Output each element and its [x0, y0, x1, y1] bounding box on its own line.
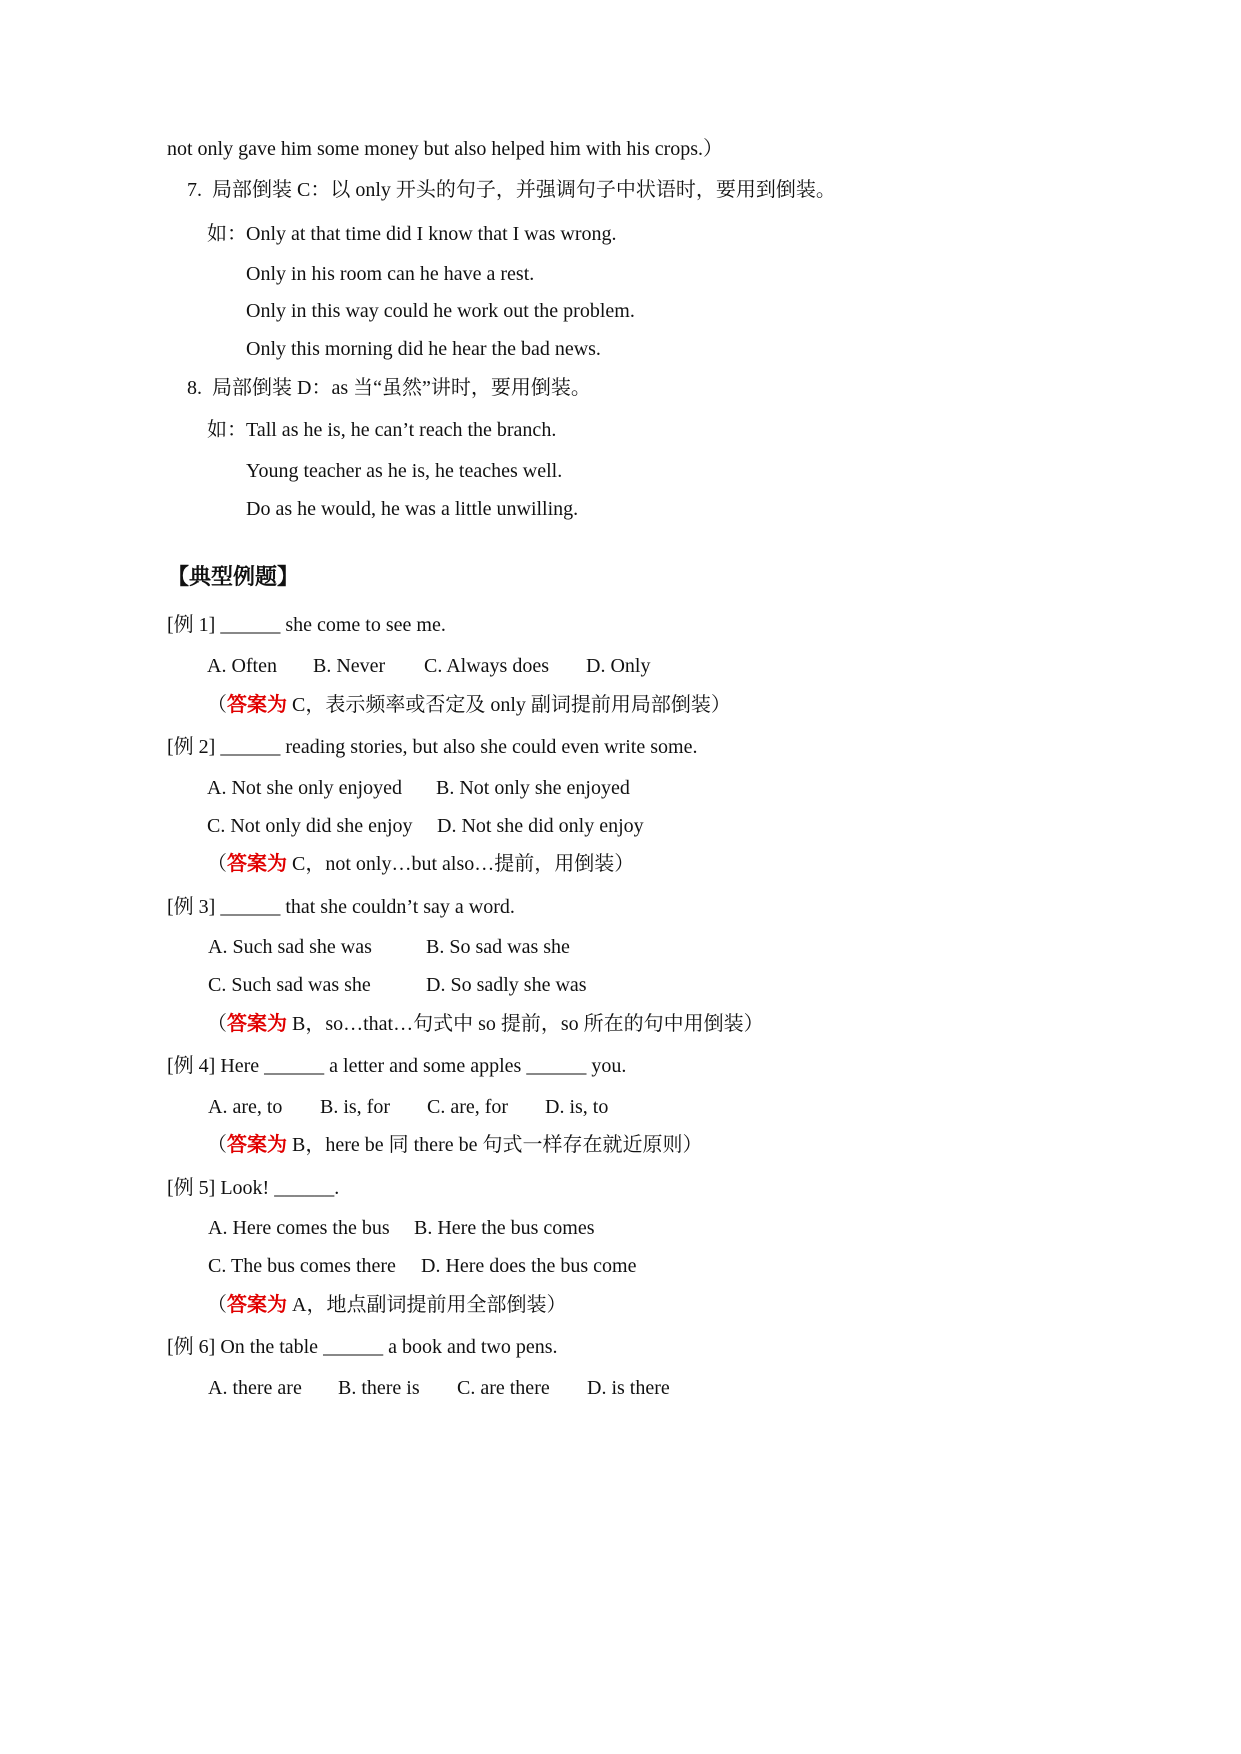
example-3-question: [例 3] ______ that she couldn’t say a word.: [167, 896, 515, 918]
example-1-option-b: B. Never: [313, 655, 386, 677]
answer-label: 答案为: [227, 694, 287, 716]
rule-8-example-3: Do as he would, he was a little unwilling.: [246, 498, 579, 520]
example-5-answer: （答案为 A，地点副词提前用全部倒装）: [207, 1294, 567, 1316]
example-6-option-c: C. are there: [457, 1377, 550, 1399]
rule-7-title: 7. 局部倒装 C：以 only 开头的句子，并强调句子中状语时，要用到倒装。: [187, 179, 836, 201]
rule-8-example-2: Young teacher as he is, he teaches well.: [246, 460, 563, 482]
example-2-option-d: D. Not she did only enjoy: [437, 815, 644, 837]
answer-label: 答案为: [227, 853, 287, 875]
rule-8-prefix: 如：: [207, 419, 247, 441]
example-6-question: [例 6] On the table ______ a book and two pens.: [167, 1336, 558, 1358]
example-5-question: [例 5] Look! ______.: [167, 1177, 340, 1199]
continuation-text: not only gave him some money but also helped him with his crops.）: [167, 138, 724, 160]
example-4-option-c: C. are, for: [427, 1096, 509, 1118]
example-3-option-c: C. Such sad was she: [208, 974, 371, 996]
example-6-option-a: A. there are: [208, 1377, 302, 1399]
example-5-option-b: B. Here the bus comes: [414, 1217, 595, 1239]
example-3-answer: （答案为 B，so…that…句式中 so 提前，so 所在的句中用倒装）: [207, 1013, 764, 1035]
rule-7-example-1: Only at that time did I know that I was wrong.: [246, 223, 617, 245]
section-heading: 【典型例题】: [167, 564, 300, 589]
example-5-option-c: C. The bus comes there: [208, 1255, 396, 1277]
rule-7-example-2: Only in his room can he have a rest.: [246, 263, 535, 285]
rule-8-title: 8. 局部倒装 D：as 当“虽然”讲时，要用倒装。: [187, 377, 591, 399]
rule-7-example-3: Only in this way could he work out the problem.: [246, 300, 635, 322]
example-1-option-a: A. Often: [207, 655, 277, 677]
example-4-question: [例 4] Here ______ a letter and some apples ______ you.: [167, 1055, 627, 1077]
rule-7-prefix: 如：: [207, 223, 247, 245]
example-4-option-d: D. is, to: [545, 1096, 609, 1118]
example-3-option-a: A. Such sad she was: [208, 936, 372, 958]
rule-8-example-1: Tall as he is, he can’t reach the branch.: [246, 419, 557, 441]
example-2-question: [例 2] ______ reading stories, but also she could even write some.: [167, 736, 698, 758]
example-3-option-b: B. So sad was she: [426, 936, 570, 958]
example-2-option-c: C. Not only did she enjoy: [207, 815, 413, 837]
rule-7-example-4: Only this morning did he hear the bad news.: [246, 338, 601, 360]
example-1-question: [例 1] ______ she come to see me.: [167, 614, 446, 636]
example-2-option-b: B. Not only she enjoyed: [436, 777, 630, 799]
example-2-option-a: A. Not she only enjoyed: [207, 777, 402, 799]
example-6-option-d: D. is there: [587, 1377, 670, 1399]
example-1-option-d: D. Only: [586, 655, 651, 677]
answer-label: 答案为: [227, 1013, 287, 1035]
example-1-option-c: C. Always does: [424, 655, 549, 677]
example-6-option-b: B. there is: [338, 1377, 420, 1399]
example-4-option-b: B. is, for: [320, 1096, 390, 1118]
answer-label: 答案为: [227, 1134, 287, 1156]
example-2-answer: （答案为 C，not only…but also…提前，用倒装）: [207, 853, 635, 875]
example-4-answer: （答案为 B，here be 同 there be 句式一样存在就近原则）: [207, 1134, 703, 1156]
example-5-option-a: A. Here comes the bus: [208, 1217, 390, 1239]
example-4-option-a: A. are, to: [208, 1096, 283, 1118]
answer-label: 答案为: [227, 1294, 287, 1316]
example-3-option-d: D. So sadly she was: [426, 974, 587, 996]
example-5-option-d: D. Here does the bus come: [421, 1255, 637, 1277]
example-1-answer: （答案为 C，表示频率或否定及 only 副词提前用局部倒装）: [207, 694, 731, 716]
